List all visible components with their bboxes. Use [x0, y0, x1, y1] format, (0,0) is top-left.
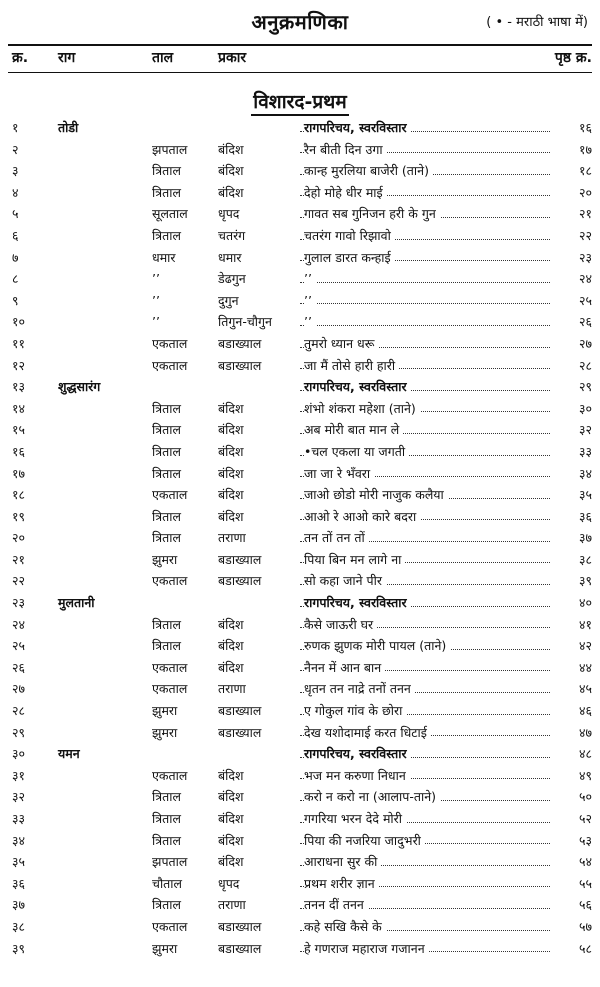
table-row	[0, 808, 600, 830]
row-type: बंदिश	[218, 465, 244, 481]
row-number: ३२	[12, 789, 26, 805]
row-type: बंदिश	[218, 789, 244, 805]
row-title: धृतन तन नाद्रे तनों तनन	[304, 681, 415, 696]
row-page: २६	[578, 314, 592, 330]
dot-leader	[300, 484, 550, 506]
row-type: बडाख्याल	[218, 724, 262, 740]
row-number: ३७	[12, 897, 26, 913]
row-type: बंदिश	[218, 659, 244, 675]
row-title: सो कहा जाने पीर	[304, 573, 386, 588]
row-number: ६	[12, 227, 19, 243]
row-raag: शुद्धसारंग	[58, 379, 101, 395]
row-number: ५	[12, 206, 19, 222]
row-type: बडाख्याल	[218, 551, 262, 567]
row-title: करो न करो ना (आलाप-ताने)	[304, 789, 440, 804]
table-row	[0, 592, 600, 614]
row-title: कान्ह मुरलिया बाजेरी (ताने)	[304, 163, 433, 178]
row-page: ४८	[578, 746, 592, 762]
dot-leader	[300, 311, 550, 333]
dot-leader	[300, 873, 550, 895]
index-table	[0, 117, 600, 959]
row-taal: एकताल	[152, 487, 188, 503]
dot-leader	[300, 549, 550, 571]
row-title: जा मैं तोसे हारी हारी	[304, 358, 399, 373]
table-row	[0, 700, 600, 722]
dot-leader	[300, 225, 550, 247]
row-number: १२	[12, 357, 26, 373]
row-title: प्रथम शरीर ज्ञान	[304, 876, 379, 891]
row-title: तनन दीं तनन	[304, 897, 368, 912]
row-page: २९	[578, 379, 592, 395]
row-taal: त्रिताल	[152, 638, 181, 654]
row-type: बंदिश	[218, 422, 244, 438]
row-type: तराणा	[218, 897, 246, 913]
row-page: ३९	[578, 573, 592, 589]
row-taal: झुमरा	[152, 703, 178, 719]
dot-leader	[300, 765, 550, 787]
row-number: ३	[12, 163, 19, 179]
row-page: ५२	[578, 811, 592, 826]
row-type: बंदिश	[218, 400, 244, 416]
row-number: १३	[12, 379, 26, 395]
row-title: चतरंग गावो रिझावो	[304, 228, 395, 243]
row-page: २०	[578, 184, 592, 200]
row-page: ३६	[578, 508, 592, 524]
row-type: बडाख्याल	[218, 335, 262, 351]
row-page: २१	[578, 206, 592, 222]
row-page: ३५	[578, 487, 592, 503]
row-number: २४	[12, 616, 26, 632]
header-rule-bottom	[8, 72, 592, 73]
row-type: दुगुन	[218, 292, 239, 308]
row-title: रैन बीती दिन उगा	[304, 142, 387, 157]
row-taal: धमार	[152, 249, 176, 265]
row-type: बंदिश	[218, 508, 244, 524]
table-row	[0, 247, 600, 269]
row-taal: सूलताल	[152, 206, 188, 222]
row-number: ११	[12, 335, 26, 351]
dot-leader	[300, 938, 550, 960]
table-row	[0, 894, 600, 916]
row-page: ५७	[578, 918, 592, 934]
dot-leader	[300, 139, 550, 161]
row-page: २५	[578, 292, 592, 308]
row-number: १	[12, 120, 19, 135]
row-number: २०	[12, 530, 26, 546]
row-taal: झुमरा	[152, 724, 178, 740]
row-title: तन तों तन तों	[304, 530, 369, 545]
dot-leader	[300, 894, 550, 916]
row-type: बडाख्याल	[218, 573, 262, 589]
dot-leader	[300, 117, 550, 139]
row-type: बंदिश	[218, 184, 244, 200]
row-type: धृपद	[218, 875, 240, 891]
table-row	[0, 139, 600, 161]
table-row	[0, 376, 600, 398]
row-page: २३	[578, 249, 592, 265]
row-title: ’’	[304, 293, 316, 308]
row-title: भज मन करुणा निधान	[304, 768, 410, 783]
row-title: आराधना सुर की	[304, 854, 381, 869]
row-title: ’’	[304, 271, 316, 286]
dot-leader	[300, 916, 550, 938]
column-headers	[0, 48, 600, 70]
row-taal: ’’	[152, 292, 160, 308]
dot-leader	[300, 355, 550, 377]
language-note: ( • - मराठी भाषा में)	[486, 15, 588, 30]
header-rule-top	[8, 44, 592, 46]
row-number: २५	[12, 638, 26, 654]
row-page: १६	[578, 120, 592, 135]
row-type: बडाख्याल	[218, 357, 262, 373]
row-taal: त्रिताल	[152, 897, 181, 913]
row-title: पिया बिन मन लागे ना	[304, 552, 405, 567]
row-title: नैनन में आन बान	[304, 660, 385, 675]
row-taal: झुमरा	[152, 551, 178, 567]
row-number: १४	[12, 400, 26, 416]
row-taal: त्रिताल	[152, 616, 181, 632]
dot-leader-line	[300, 303, 550, 304]
table-row	[0, 398, 600, 420]
row-page: ४६	[578, 703, 592, 719]
page-header	[0, 0, 600, 44]
row-type: धमार	[218, 249, 242, 265]
table-row	[0, 355, 600, 377]
row-taal: एकताल	[152, 767, 188, 783]
table-row	[0, 765, 600, 787]
dot-leader	[300, 657, 550, 679]
dot-leader-line	[300, 282, 550, 283]
dot-leader	[300, 527, 550, 549]
dot-leader	[300, 203, 550, 225]
table-row	[0, 225, 600, 247]
row-page: ४५	[578, 681, 592, 697]
row-page: ४४	[578, 659, 592, 675]
dot-leader	[300, 160, 550, 182]
row-page: ३७	[578, 530, 592, 546]
row-title: गुलाल डारत कन्हाई	[304, 250, 395, 265]
row-taal: झपताल	[152, 854, 188, 870]
table-row	[0, 851, 600, 873]
column-header-num: क्र.	[12, 50, 29, 66]
row-number: ८	[12, 271, 19, 287]
row-title: गावत सब गुनिजन हरी के गुन	[304, 206, 440, 221]
dot-leader	[300, 333, 550, 355]
row-page: ४१	[578, 616, 592, 632]
row-page: ५४	[578, 854, 592, 870]
row-title: रागपरिचय, स्वरविस्तार	[304, 379, 411, 394]
row-taal: एकताल	[152, 357, 188, 373]
dot-leader	[300, 635, 550, 657]
row-title: शंभो शंकरा महेशा (ताने)	[304, 401, 420, 416]
row-taal: झुमरा	[152, 940, 178, 956]
row-taal: एकताल	[152, 659, 188, 675]
table-row	[0, 614, 600, 636]
row-type: बडाख्याल	[218, 703, 262, 719]
dot-leader	[300, 830, 550, 852]
row-title: गगरिया भरन देदे मोरी	[304, 811, 406, 826]
row-type: बंदिश	[218, 443, 244, 459]
row-taal: एकताल	[152, 918, 188, 934]
column-header-page: पृष्ठ क्र.	[554, 50, 592, 66]
row-taal: त्रिताल	[152, 443, 181, 459]
table-row	[0, 117, 600, 139]
dot-leader-line	[300, 325, 550, 326]
row-title: •चल एकला या जगती	[304, 444, 409, 459]
row-title: रुणक झुणक मोरी पायल (ताने)	[304, 638, 450, 653]
table-row	[0, 743, 600, 765]
row-type: बडाख्याल	[218, 918, 262, 934]
row-page: ३२	[578, 422, 592, 438]
row-page: ५५	[578, 875, 592, 891]
row-title: जा जा रे भँवरा	[304, 466, 374, 481]
dot-leader	[300, 722, 550, 744]
dot-leader	[300, 851, 550, 873]
row-page: ५०	[578, 789, 592, 805]
row-title: देख यशोदामाई करत धिटाई	[304, 725, 431, 740]
row-number: ३८	[12, 918, 26, 934]
row-number: ९	[12, 292, 19, 308]
row-type: बंदिश	[218, 163, 244, 179]
row-type: बडाख्याल	[218, 940, 262, 956]
section-title	[0, 88, 600, 114]
table-row	[0, 506, 600, 528]
dot-leader	[300, 786, 550, 808]
column-header-taal: ताल	[152, 50, 174, 66]
row-type: बंदिश	[218, 638, 244, 654]
row-type: तिगुन-चौगुन	[218, 314, 272, 330]
row-taal: त्रिताल	[152, 422, 181, 438]
row-taal: झपताल	[152, 141, 188, 157]
table-row	[0, 182, 600, 204]
table-row	[0, 570, 600, 592]
row-page: ३०	[578, 400, 592, 416]
table-row	[0, 441, 600, 463]
row-taal: एकताल	[152, 573, 188, 589]
dot-leader	[300, 678, 550, 700]
row-number: ३५	[12, 854, 26, 870]
row-number: १८	[12, 487, 26, 503]
row-type: धृपद	[218, 206, 240, 222]
row-page: ५३	[578, 832, 592, 848]
row-taal: त्रिताल	[152, 465, 181, 481]
row-number: ३६	[12, 875, 26, 891]
row-title: कहे सखि कैसे के	[304, 919, 386, 934]
table-row	[0, 938, 600, 960]
row-page: ३३	[578, 443, 592, 459]
dot-leader	[300, 441, 550, 463]
row-page: ४०	[578, 595, 592, 611]
row-title: जाओ छोडो मोरी नाजुक कलैया	[304, 487, 448, 502]
row-number: २८	[12, 703, 26, 719]
row-taal: त्रिताल	[152, 508, 181, 524]
table-row	[0, 203, 600, 225]
row-number: २९	[12, 724, 26, 740]
row-number: ३९	[12, 940, 26, 956]
row-raag: यमन	[58, 746, 80, 762]
row-page: १८	[578, 163, 592, 179]
row-number: ४	[12, 184, 19, 200]
table-row	[0, 333, 600, 355]
row-number: २७	[12, 681, 26, 697]
row-number: २२	[12, 573, 26, 589]
row-title: ए गोकुल गांव के छोरा	[304, 703, 406, 718]
table-row	[0, 722, 600, 744]
row-number: २३	[12, 595, 26, 611]
column-header-type: प्रकार	[218, 50, 247, 66]
row-title: आओ रे आओ कारे बदरा	[304, 509, 420, 524]
dot-leader	[300, 463, 550, 485]
dot-leader	[300, 419, 550, 441]
row-type: बंदिश	[218, 767, 244, 783]
table-row	[0, 268, 600, 290]
row-number: २	[12, 141, 19, 157]
row-type: बंदिश	[218, 832, 244, 848]
row-title: रागपरिचय, स्वरविस्तार	[304, 595, 411, 610]
table-row	[0, 463, 600, 485]
row-taal: त्रिताल	[152, 789, 181, 805]
row-taal: त्रिताल	[152, 832, 181, 848]
table-row	[0, 657, 600, 679]
row-number: १९	[12, 508, 26, 524]
row-type: तराणा	[218, 681, 246, 697]
row-page: ४९	[578, 767, 592, 783]
row-title: हे गणराज महाराज गजानन	[304, 941, 429, 956]
table-row	[0, 549, 600, 571]
dot-leader	[300, 290, 550, 312]
row-page: २७	[578, 335, 592, 351]
row-taal: चौताल	[152, 875, 183, 891]
row-type: बंदिश	[218, 141, 244, 157]
dot-leader	[300, 700, 550, 722]
table-row	[0, 311, 600, 333]
row-page: १७	[578, 141, 592, 157]
row-taal: ’’	[152, 271, 160, 287]
row-number: १०	[12, 314, 26, 330]
row-page: ४७	[578, 724, 592, 740]
row-raag: तोडी	[58, 120, 79, 135]
dot-leader	[300, 570, 550, 592]
dot-leader	[300, 614, 550, 636]
row-type: बंदिश	[218, 487, 244, 503]
table-row	[0, 484, 600, 506]
table-row	[0, 830, 600, 852]
row-page: ३८	[578, 551, 592, 567]
row-number: १७	[12, 465, 26, 481]
table-row	[0, 527, 600, 549]
row-title: देहो मोहे धीर माई	[304, 185, 387, 200]
dot-leader	[300, 398, 550, 420]
dot-leader	[300, 506, 550, 528]
row-title: तुमरो ध्यान धरू	[304, 336, 378, 351]
row-page: ५६	[578, 897, 592, 913]
row-taal: त्रिताल	[152, 184, 181, 200]
dot-leader	[300, 376, 550, 398]
row-type: बंदिश	[218, 811, 244, 826]
row-title: रागपरिचय, स्वरविस्तार	[304, 120, 411, 135]
row-page: ३४	[578, 465, 592, 481]
row-number: २१	[12, 551, 26, 567]
table-row	[0, 160, 600, 182]
section-title-text: विशारद-प्रथम	[251, 91, 348, 116]
row-title: रागपरिचय, स्वरविस्तार	[304, 746, 411, 761]
row-title: कैसे जाऊरी घर	[304, 617, 377, 632]
row-raag: मुलतानी	[58, 595, 95, 611]
table-row	[0, 419, 600, 441]
row-type: तराणा	[218, 530, 246, 546]
row-title: अब मोरी बात मान ले	[304, 422, 403, 437]
row-number: ३४	[12, 832, 26, 848]
row-taal: ’’	[152, 314, 160, 330]
table-row	[0, 916, 600, 938]
row-number: ७	[12, 249, 19, 265]
column-header-raag: राग	[58, 50, 76, 66]
row-page: २४	[578, 271, 592, 287]
dot-leader	[300, 182, 550, 204]
dot-leader	[300, 247, 550, 269]
row-number: ३१	[12, 767, 26, 783]
row-page: २८	[578, 357, 592, 373]
table-row	[0, 873, 600, 895]
row-taal: एकताल	[152, 681, 188, 697]
row-type: चतरंग	[218, 227, 246, 243]
table-row	[0, 786, 600, 808]
row-type: बंदिश	[218, 616, 244, 632]
row-taal: एकताल	[152, 335, 188, 351]
row-number: १६	[12, 443, 26, 459]
row-title: पिया की नजरिया जादुभरी	[304, 833, 425, 848]
dot-leader	[300, 268, 550, 290]
row-number: १५	[12, 422, 26, 438]
row-type: डेढगुन	[218, 271, 246, 287]
dot-leader	[300, 808, 550, 830]
table-row	[0, 290, 600, 312]
row-number: ३३	[12, 811, 26, 826]
table-row	[0, 678, 600, 700]
row-page: २२	[578, 227, 592, 243]
row-type: बंदिश	[218, 854, 244, 870]
row-page: ५८	[578, 940, 592, 956]
page-title: अनुक्रमणिका	[251, 10, 349, 34]
row-taal: त्रिताल	[152, 227, 181, 243]
row-taal: त्रिताल	[152, 530, 181, 546]
row-taal: त्रिताल	[152, 400, 181, 416]
dot-leader	[300, 743, 550, 765]
row-taal: त्रिताल	[152, 163, 181, 179]
row-number: ३०	[12, 746, 26, 762]
table-row	[0, 635, 600, 657]
row-title: ’’	[304, 314, 316, 329]
row-page: ४२	[578, 638, 592, 654]
dot-leader	[300, 592, 550, 614]
row-number: २६	[12, 659, 26, 675]
row-taal: त्रिताल	[152, 811, 181, 826]
